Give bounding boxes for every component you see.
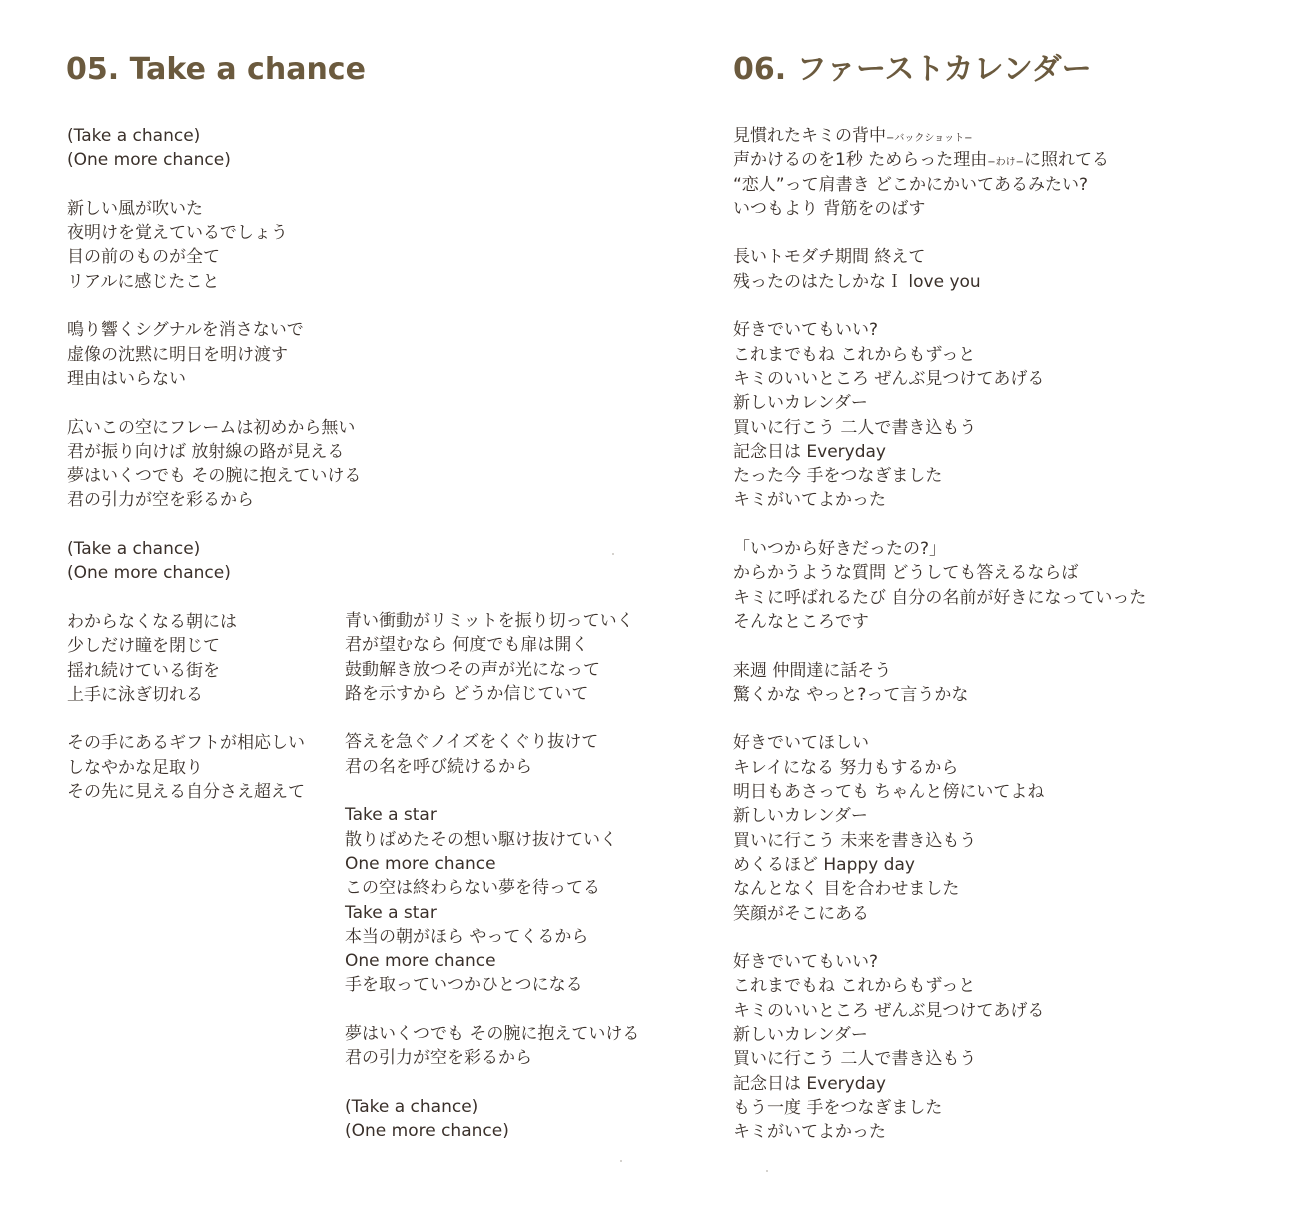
lyric-line: 散りばめたその想い駆け抜けていく xyxy=(345,829,617,850)
lyric-line: 青い衝動がリミットを振り切っていく xyxy=(345,611,634,631)
lyric-line: わからなくなる朝には xyxy=(67,611,237,632)
lyric-line: 好きでいてもいい? xyxy=(733,952,879,973)
lyric-line: キミに呼ばれるたび 自分の名前が好きになっていった xyxy=(733,587,1147,608)
lyric-line: 君が望むなら 何度でも扉は開く xyxy=(345,635,589,656)
lyric-line: 買いに行こう 二人で書き込もう xyxy=(733,1049,977,1070)
lyric-line xyxy=(733,148,1146,172)
lyric-line: One more chance xyxy=(345,853,496,874)
lyric-line: その手にあるギフトが相応しい xyxy=(67,733,305,754)
lyric-stanza xyxy=(67,416,361,513)
lyric-line: 鼓動解き放つその声が光になって xyxy=(345,659,600,680)
lyric-line: “恋人”って肩書き どこかにかいてあるみたい? xyxy=(733,174,1089,195)
lyric-line: (Take a chance) xyxy=(345,1096,479,1117)
lyric-line: 夢はいくつでも その腕に抱えていける xyxy=(345,1024,640,1045)
ruby-annotation: −バックショット− xyxy=(886,133,973,144)
lyric-line: 驚くかな やっと?って言うかな xyxy=(733,684,969,705)
lyric-line: 君の引力が空を彩るから xyxy=(67,490,254,511)
lyric-line: この空は終わらない夢を待ってる xyxy=(345,878,600,899)
lyric-stanza xyxy=(345,730,639,779)
lyric-line: 君の名を呼び続けるから xyxy=(345,756,532,777)
lyric-line: もう一度 手をつなぎました xyxy=(733,1097,943,1118)
lyric-line: 本当の朝がほら やってくるから xyxy=(345,926,589,947)
lyric-line: いつもより 背筋をのばす xyxy=(733,198,926,219)
lyric-stanza xyxy=(733,731,1146,925)
lyric-line: 路を示すから どうか信じていて xyxy=(345,683,589,704)
lyric-stanza xyxy=(67,610,361,707)
lyric-stanza xyxy=(345,1022,639,1071)
lyric-line: リアルに感じたこと xyxy=(67,271,220,292)
lyric-line: 笑顔がそこにある xyxy=(733,903,869,924)
lyric-line: 揺れ続けている街を xyxy=(67,660,220,681)
lyric-line: (One more chance) xyxy=(67,150,231,171)
lyric-text: 見慣れたキミの背中 xyxy=(733,126,886,146)
lyric-stanza xyxy=(733,124,1146,221)
lyric-line: 来週 仲間達に話そう xyxy=(733,660,892,681)
lyric-line: 新しいカレンダー xyxy=(733,393,868,414)
lyric-line: 理由はいらない xyxy=(67,368,186,389)
lyric-stanza xyxy=(67,537,361,586)
lyric-stanza xyxy=(733,245,1146,294)
lyric-stanza xyxy=(67,124,361,173)
lyric-line: 答えを急ぐノイズをくぐり抜けて xyxy=(345,732,599,753)
lyric-line: 記念日は Everyday xyxy=(733,1073,886,1094)
lyric-line: Take a star xyxy=(345,902,437,923)
ruby-annotation: −わけ− xyxy=(987,157,1024,169)
lyric-line: 少しだけ瞳を閉じて xyxy=(67,636,220,657)
lyric-line: 記念日は Everyday xyxy=(733,441,886,462)
lyric-line: 買いに行こう 二人で書き込もう xyxy=(733,417,977,438)
lyric-stanza xyxy=(733,537,1146,634)
lyric-line: キミのいいところ ぜんぶ見つけてあげる xyxy=(733,368,1045,389)
lyric-line: めくるほど Happy day xyxy=(733,854,915,875)
lyric-line: (Take a chance) xyxy=(67,539,201,560)
scan-speck xyxy=(766,1170,768,1172)
lyric-line: からかうような質問 どうしても答えるならば xyxy=(733,563,1079,584)
lyric-line xyxy=(733,124,1146,148)
lyric-line: 広いこの空にフレームは初めから無い xyxy=(67,417,356,438)
scan-speck xyxy=(612,553,614,555)
song-05-title: 05. Take a chance xyxy=(66,52,366,87)
lyric-line: 明日もあさっても ちゃんと傍にいてよね xyxy=(733,782,1045,803)
lyric-line: 好きでいてもいい? xyxy=(733,320,879,341)
lyric-line: そんなところです xyxy=(733,611,869,632)
lyric-line: 夜明けを覚えているでしょう xyxy=(67,223,288,244)
song-06-remaining-stanzas xyxy=(733,245,1146,1144)
lyric-line: 「いつから好きだったの?」 xyxy=(733,539,947,560)
lyric-line: 買いに行こう 未来を書き込もう xyxy=(733,830,977,851)
lyric-line: (One more chance) xyxy=(67,563,231,584)
lyric-line: キミがいてよかった xyxy=(733,1122,886,1143)
lyric-line: 君が振り向けば 放射線の路が見える xyxy=(67,441,345,462)
lyric-line: 残ったのはたしかなＩ love you xyxy=(733,271,981,292)
lyric-line: 好きでいてほしい xyxy=(733,733,869,754)
lyric-line: なんとなく 目を合わせました xyxy=(733,879,960,900)
song-06-title: 06. ファーストカレンダー xyxy=(733,52,1092,87)
lyric-text: 声かけるのを1秒 ためらった理由 xyxy=(733,150,988,171)
lyric-line: (Take a chance) xyxy=(67,126,201,146)
lyric-stanza xyxy=(733,659,1146,708)
song-05-lyrics-column-a xyxy=(67,124,361,804)
lyric-line: Take a star xyxy=(345,805,437,826)
lyric-line: その先に見える自分さえ超えて xyxy=(67,782,305,803)
lyric-line: One more chance xyxy=(345,951,496,972)
lyric-line: 手を取っていつかひとつになる xyxy=(345,975,583,996)
lyric-line: (One more chance) xyxy=(345,1121,509,1142)
lyric-line: これまでもね これからもずっと xyxy=(733,344,976,365)
lyric-line: 目の前のものが全て xyxy=(67,247,220,268)
lyric-text: に照れてる xyxy=(1024,150,1109,171)
lyric-stanza xyxy=(67,197,361,294)
lyric-stanza xyxy=(733,950,1146,1144)
lyric-line: 鳴り響くシグナルを消さないで xyxy=(67,320,304,341)
lyric-line: キミのいいところ ぜんぶ見つけてあげる xyxy=(733,1000,1045,1021)
lyric-line: 長いトモダチ期間 終えて xyxy=(733,247,926,268)
lyric-stanza xyxy=(345,1095,639,1144)
lyric-line: しなやかな足取り xyxy=(67,757,203,778)
lyric-line: キレイになる 努力もするから xyxy=(733,757,959,778)
lyric-stanza xyxy=(733,318,1146,512)
lyric-line: 虚像の沈黙に明日を明け渡す xyxy=(67,344,288,365)
lyric-line: たった今 手をつなぎました xyxy=(733,466,943,487)
lyric-stanza xyxy=(67,731,361,804)
lyric-line: 夢はいくつでも その腕に抱えていける xyxy=(67,466,362,487)
song-06-lyrics-column xyxy=(733,124,1146,1144)
lyric-line: キミがいてよかった xyxy=(733,490,886,511)
lyric-line: 新しいカレンダー xyxy=(733,1024,868,1045)
lyric-stanza xyxy=(345,803,639,997)
lyric-line: 君の引力が空を彩るから xyxy=(345,1048,532,1069)
lyric-line: これまでもね これからもずっと xyxy=(733,976,976,997)
lyric-line: 新しい風が吹いた xyxy=(67,198,203,219)
scan-speck xyxy=(620,1160,622,1162)
lyric-line: 新しいカレンダー xyxy=(733,806,868,827)
song-05-lyrics-column-b xyxy=(345,609,639,1144)
lyric-line: 上手に泳ぎ切れる xyxy=(67,684,203,705)
lyric-stanza xyxy=(345,609,639,706)
lyric-stanza xyxy=(67,318,361,391)
